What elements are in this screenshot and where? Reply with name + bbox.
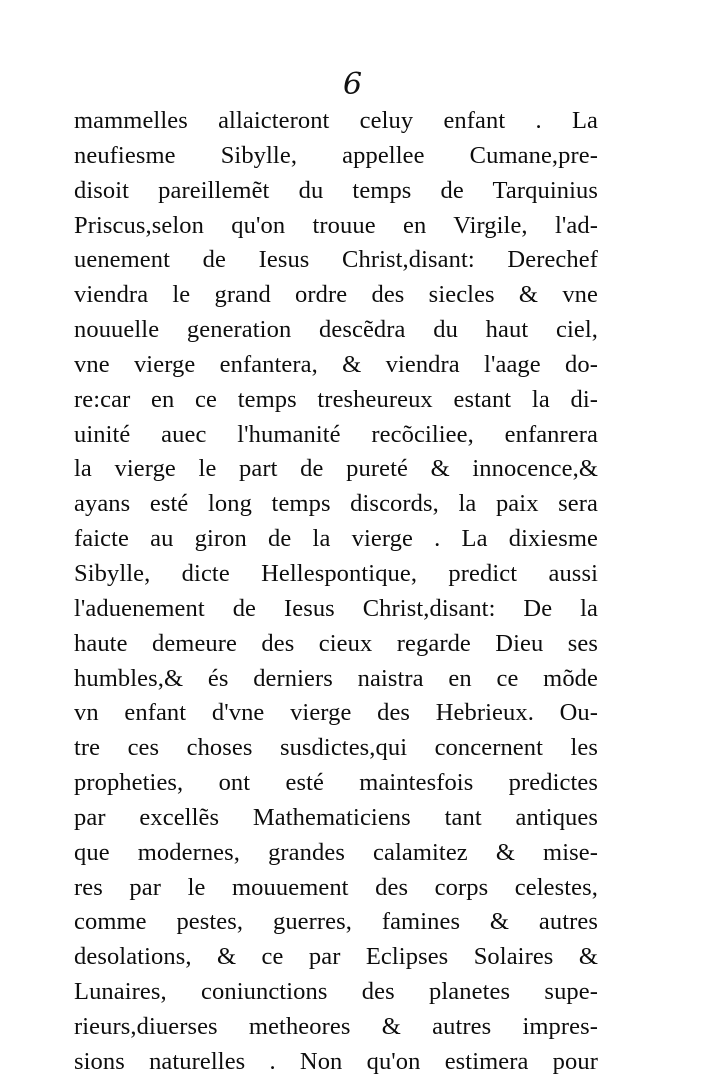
text-line: viendra le grand ordre des siecles & vne bbox=[74, 281, 598, 309]
text-line: propheties, ont esté maintesfois predictes bbox=[74, 769, 598, 797]
text-line: tre ces choses susdictes,qui concernent les bbox=[74, 734, 598, 762]
text-line: vne vierge enfantera, & viendra l'aage do- bbox=[74, 350, 598, 378]
page-number: 6 bbox=[342, 67, 363, 102]
text-line: l'aduenement de Iesus Christ,disant: De la bbox=[74, 594, 598, 622]
text-line: que modernes, grandes calamitez & mise- bbox=[74, 838, 598, 866]
text-line: Priscus,selon qu'on trouue en Virgile, l'ad- bbox=[74, 211, 598, 239]
text-line: Sibylle, dicte Hellespontique, predict aussi bbox=[74, 559, 598, 587]
text-line: uinité auec l'humanité recõciliee, enfanrera bbox=[74, 420, 598, 448]
text-line: sions naturelles . Non qu'on estimera pour bbox=[74, 1047, 598, 1075]
text-line: faicte au giron de la vierge . La dixiesme bbox=[74, 525, 598, 553]
text-line: nouuelle generation descẽdra du haut ciel, bbox=[74, 316, 598, 344]
text-line: Lunaires, coniunctions des planetes supe- bbox=[74, 978, 598, 1006]
text-line: neufiesme Sibylle, appellee Cumane,pre- bbox=[74, 141, 598, 169]
text-line: uenement de Iesus Christ,disant: Derechef bbox=[74, 246, 598, 274]
text-line: comme pestes, guerres, famines & autres bbox=[74, 908, 598, 936]
text-line: ayans esté long temps discords, la paix sera bbox=[74, 490, 598, 518]
text-line: res par le mouuement des corps celestes, bbox=[74, 873, 598, 901]
text-line: disoit pareillemẽt du temps de Tarquinius bbox=[74, 176, 598, 204]
text-line: humbles,& és derniers naistra en ce mõde bbox=[74, 664, 598, 692]
text-line: haute demeure des cieux regarde Dieu ses bbox=[74, 629, 598, 657]
body-text bbox=[74, 104, 598, 1080]
text-line: desolations, & ce par Eclipses Solaires & bbox=[74, 943, 598, 971]
text-line: re:car en ce temps tresheureux estant la di- bbox=[74, 385, 598, 413]
text-line: la vierge le part de pureté & innocence,& bbox=[74, 455, 598, 483]
text-line: par excellẽs Mathematiciens tant antiques bbox=[74, 803, 598, 831]
text-line: mammelles allaicteront celuy enfant . La bbox=[74, 107, 598, 134]
text-line: vn enfant d'vne vierge des Hebrieux. Ou- bbox=[74, 699, 598, 727]
text-line: rieurs,diuerses metheores & autres impres- bbox=[74, 1012, 598, 1040]
